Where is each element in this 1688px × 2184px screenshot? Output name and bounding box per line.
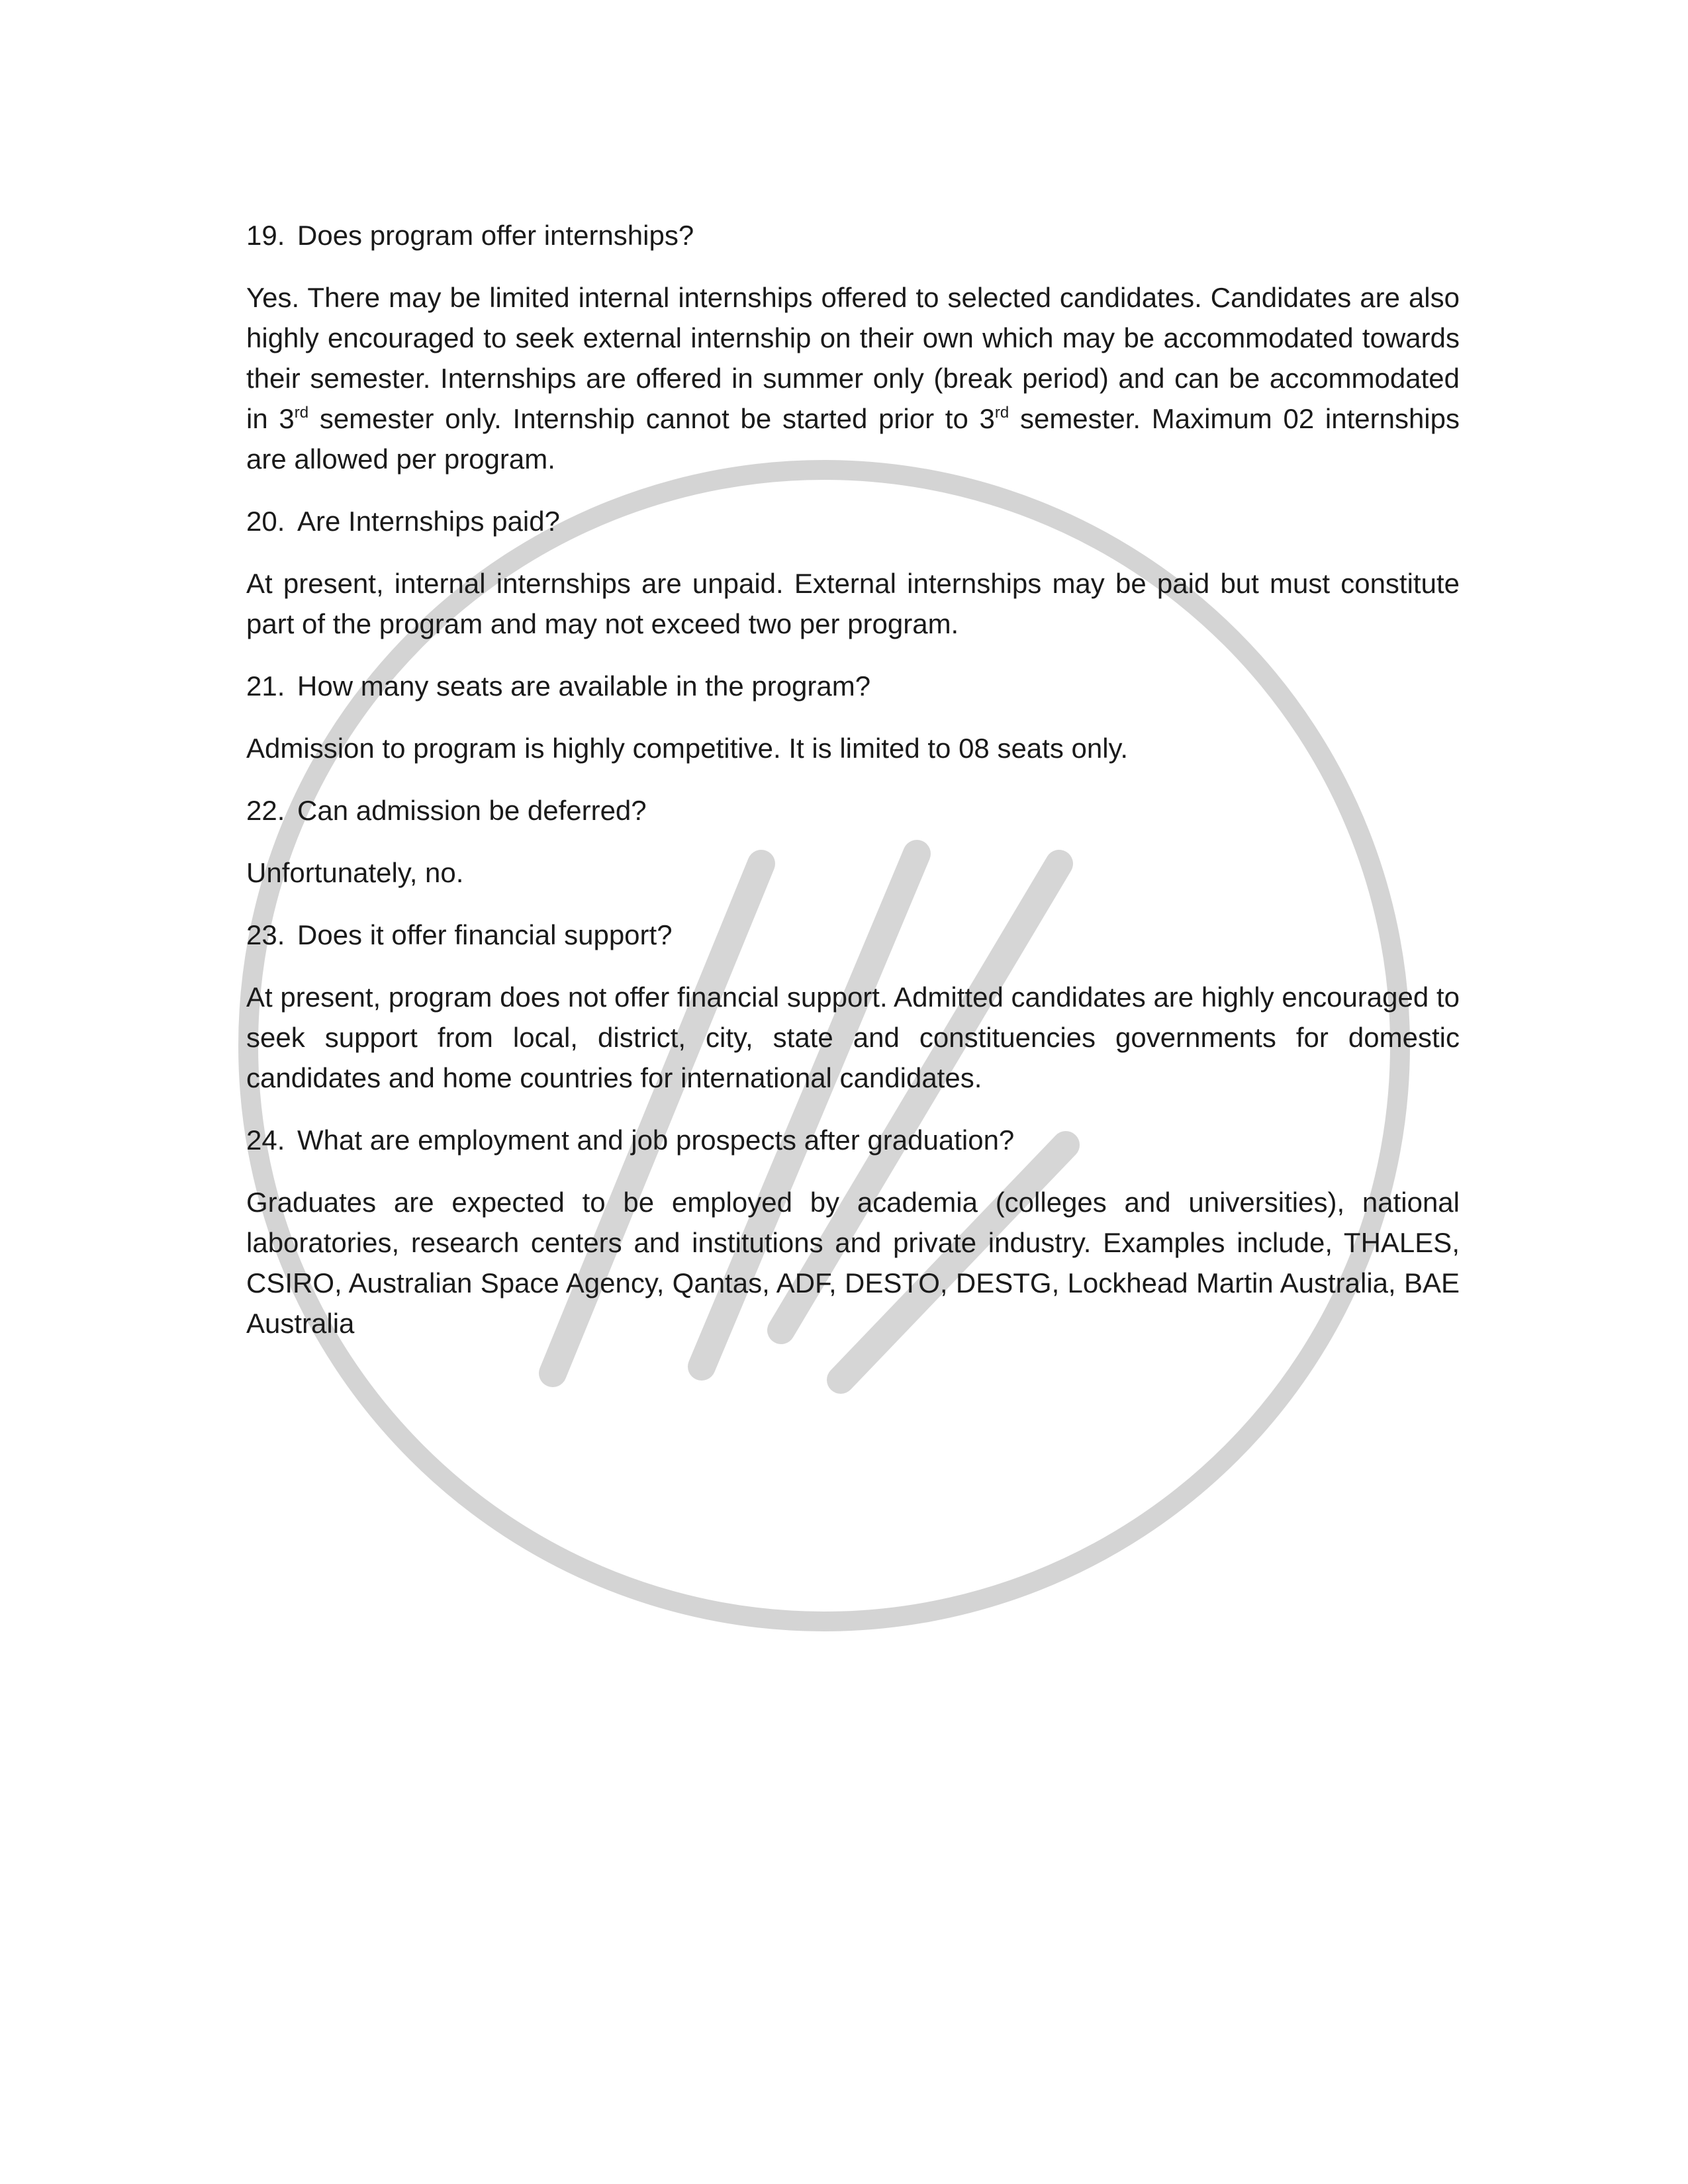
- question-number: 24.: [246, 1124, 285, 1156]
- question-text: Does it offer financial support?: [297, 919, 673, 950]
- faq-question-22: [246, 790, 1460, 831]
- faq-answer-23: At present, program does not offer financial support. Admitted candidates are highly encouraged to seek support from local, district, city, state and constituencies governments for domestic candidates and home countries for international candidates.: [246, 981, 1460, 1093]
- question-number: 19.: [246, 220, 285, 251]
- question-number: 23.: [246, 919, 285, 950]
- faq-question-19: [246, 215, 1460, 255]
- question-text: Are Internships paid?: [297, 506, 560, 537]
- faq-content: [246, 215, 1460, 1365]
- question-number: 22.: [246, 795, 285, 826]
- faq-answer-22: Unfortunately, no.: [246, 857, 464, 888]
- faq-answer-21: Admission to program is highly competitive. It is limited to 08 seats only.: [246, 733, 1129, 764]
- faq-question-21: [246, 666, 1460, 706]
- faq-answer-20: At present, internal internships are unpaid. External internships may be paid but must constitute part of the program and may not exceed two per program.: [246, 568, 1460, 639]
- answer-text: semester. Maximum 02 internships are allowed per program.: [246, 403, 1460, 475]
- superscript-ordinal: rd: [994, 404, 1009, 422]
- faq-question-20: [246, 501, 1460, 541]
- faq-answer-24: Graduates are expected to be employed by academia (colleges and universities), national laboratories, research centers and institutions and private industry. Examples include, THALES, CSIRO, Australian Space Agency, Qantas, ADF, DESTO, DESTG, Lockhead Martin Australia, BAE Australia: [246, 1187, 1460, 1339]
- faq-question-24: [246, 1120, 1460, 1160]
- question-text: How many seats are available in the program?: [297, 670, 871, 702]
- question-text: What are employment and job prospects after graduation?: [297, 1124, 1015, 1156]
- question-number: 20.: [246, 506, 285, 537]
- question-text: Does program offer internships?: [297, 220, 694, 251]
- question-number: 21.: [246, 670, 285, 702]
- faq-answer-19: [246, 277, 1460, 479]
- answer-text: Yes. There may be limited internal internships offered to selected candidates. Candidates are also highly encouraged to seek external internship on their own which may be accommodated towards their semester. Internships are offered in summer only (break period) and can be accommodated in 3: [246, 282, 1460, 434]
- question-text: Can admission be deferred?: [297, 795, 647, 826]
- faq-question-23: [246, 915, 1460, 955]
- superscript-ordinal: rd: [294, 404, 309, 422]
- answer-text: semester only. Internship cannot be started prior to 3: [308, 403, 995, 434]
